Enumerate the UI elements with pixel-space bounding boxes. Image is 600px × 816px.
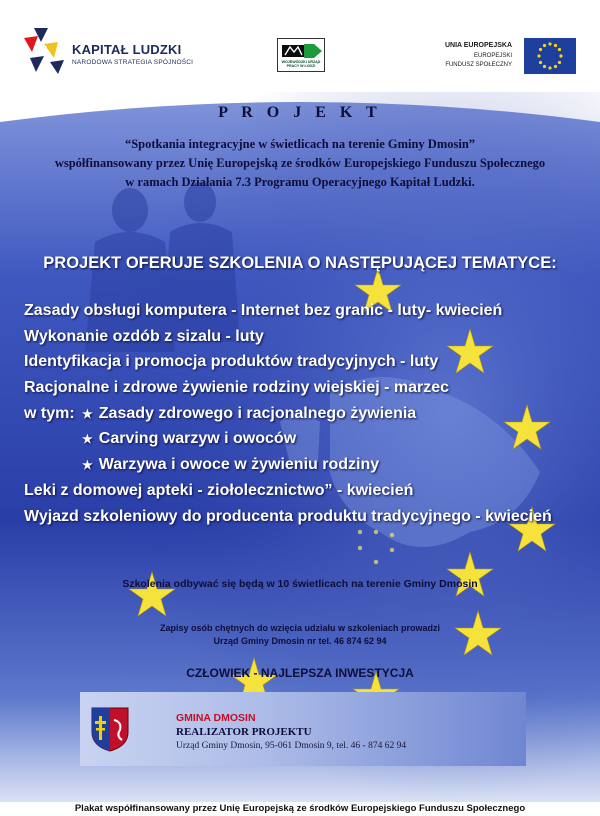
list-subitem <box>24 405 594 431</box>
project-title-line-2: współfinansowany przez Unię Europejską ze środków Europejskiego Funduszu Społecznego <box>54 156 546 170</box>
footer-text: Plakat współfinansowany przez Unię Europejską ze środków Europejskiego Funduszu Społecznego <box>74 803 526 814</box>
list-item: Wykonanie ozdób z sizalu - luty <box>24 327 264 345</box>
kapital-ludzki-emblem-icon <box>24 28 66 74</box>
slogan: CZŁOWIEK - NAJLEPSZA INWESTYCJA <box>186 666 414 680</box>
eu-title: UNIA EUROPEJSKA <box>444 42 512 49</box>
wup-arrow-icon <box>282 42 322 60</box>
realizator-address: Urząd Gminy Dmosin, 95-061 Dmosin 9, tel. 46 - 874 62 94 <box>176 741 407 751</box>
eu-logo <box>440 38 580 78</box>
sub-prefix: w tym: <box>24 404 75 422</box>
eu-flag-icon <box>524 38 576 74</box>
wup-logo <box>277 38 325 72</box>
signup-info <box>0 622 600 648</box>
location-info: Szkolenia odbywać się będą w 10 świetlicach na terenie Gminy Dmosin <box>122 578 478 590</box>
signup-line-1: Zapisy osób chętnych do wzięcia udziału w szkoleniach prowadzi <box>159 623 441 633</box>
gmina-name: GMINA DMOSIN <box>176 712 256 724</box>
list-item: Zasady obsługi komputera - Internet bez granic - luty- kwiecień <box>24 302 503 319</box>
realizator-label: REALIZATOR PROJEKTU <box>176 726 312 738</box>
star-bullet-icon: ★ <box>82 458 93 473</box>
list-item: Identyfikacja i promocja produktów tradycyjnych - luty <box>24 353 439 371</box>
signup-line-2: Urząd Gminy Dmosin nr tel. 46 874 62 94 <box>213 636 387 646</box>
kapital-ludzki-title: KAPITAŁ LUDZKI <box>72 42 182 57</box>
kapital-ludzki-logo <box>24 28 204 76</box>
project-title-line-3: w ramach Działania 7.3 Programu Operacyjnego Kapitał Ludzki. <box>125 175 475 189</box>
subitem-text: Zasady zdrowego i racjonalnego żywienia <box>98 404 417 422</box>
project-title-line-1: “Spotkania integracyjne w świetlicach na terenie Gminy Dmosin” <box>124 137 476 151</box>
realizator-block <box>80 692 526 766</box>
list-subitem <box>24 456 594 482</box>
list-item: Wyjazd szkoleniowy do producenta produktu tradycyjnego - kwiecień <box>24 507 552 525</box>
star-bullet-icon: ★ <box>82 432 93 447</box>
star-bullet-icon: ★ <box>82 406 93 421</box>
list-item: Racjonalne i zdrowe żywienie rodziny wiejskiej - marzec <box>24 379 450 397</box>
offer-heading: PROJEKT OFERUJE SZKOLENIA O NASTĘPUJĄCEJ TEMATYCE: <box>43 254 557 272</box>
list-subitem <box>24 430 594 456</box>
project-title <box>0 135 600 192</box>
eu-line2: EUROPEJSKI <box>473 53 512 59</box>
eu-line3: FUNDUSZ SPOŁECZNY <box>445 62 512 68</box>
subitem-text: Warzywa i owoce w żywieniu rodziny <box>98 456 380 474</box>
list-item: Leki z domowej apteki - ziołolecznictwo” - kwiecień <box>24 481 414 499</box>
subitem-text: Carving warzyw i owoców <box>98 430 297 448</box>
wup-text: WOJEWÓDZKI URZĄD PRACY W ŁODZI <box>281 60 321 68</box>
logo-header <box>0 0 600 92</box>
training-list <box>24 302 594 533</box>
kapital-ludzki-subtitle: NARODOWA STRATEGIA SPÓJNOŚCI <box>72 59 194 66</box>
gmina-crest-icon <box>90 706 130 752</box>
projekt-heading: P R O J E K T <box>218 104 382 121</box>
